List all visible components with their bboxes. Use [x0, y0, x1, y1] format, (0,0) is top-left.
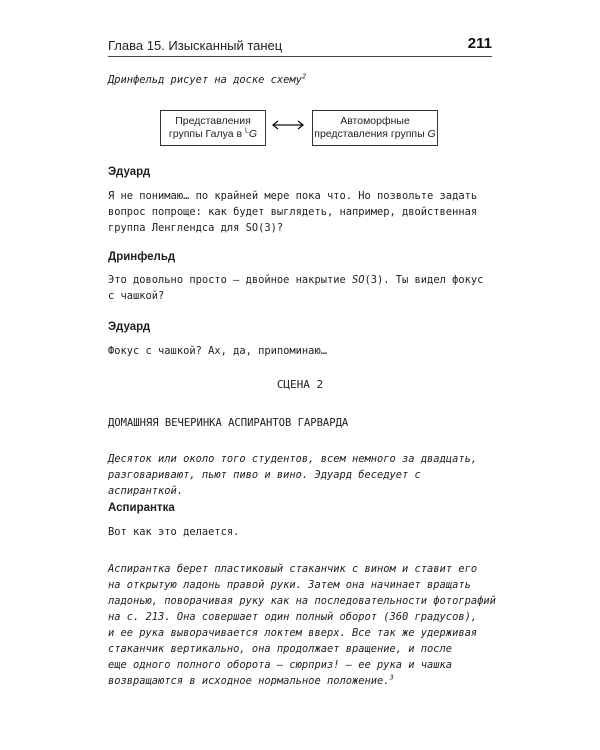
dialogue-text: (3). Ты видел фокус [364, 274, 484, 286]
scene-title: СЦЕНА 2 [276, 378, 324, 391]
scene-setting: ДОМАШНЯЯ ВЕЧЕРИНКА АСПИРАНТОВ ГАРВАРДА [108, 417, 349, 429]
stage-direction-line: на с. 213. Она совершает один полный оборот (360 градусов), [108, 611, 478, 623]
stage-direction-line: разговаривают, пьют пиво и вино. Эдуард беседует с аспиранткой. [108, 469, 421, 497]
stage-direction-line [108, 673, 498, 689]
dialogue-line: группа Ленглендса для SO(3)? [108, 222, 284, 234]
right-box-line2-text: представления группы [314, 128, 428, 140]
stage-direction-line: и ее рука выворачивается локтем вверх. Все так же удерживая [108, 627, 478, 639]
left-box-line1: Представления [175, 115, 251, 127]
right-box-line1: Автоморфные [340, 115, 410, 127]
chapter-title: Глава 15. Изысканный танец [108, 38, 283, 53]
stage-direction-text: возвращаются в исходное нормальное положение. [108, 675, 390, 687]
stage-direction-line: Аспирантка берет пластиковый стаканчик с вином и ставит его [108, 563, 478, 575]
dialogue-line: Вот как это делается. [108, 526, 240, 538]
dialogue-text: Это довольно просто — двойное накрытие [108, 274, 352, 286]
stage-direction-line: еще одного полного оборота — сюрприз! — ее рука и чашка [108, 659, 453, 671]
automorphic-representations-box [312, 110, 438, 146]
speaker-name: Дринфельд [108, 251, 176, 263]
left-box-line2-text: группы Галуа в [168, 128, 245, 140]
header-rule [108, 56, 492, 57]
galois-representations-box [160, 110, 266, 146]
speaker-name: Эдуард [108, 166, 151, 178]
speaker-name: Аспирантка [108, 502, 175, 514]
stage-direction-line: Десяток или около того студентов, всем немного за двадцать, [108, 453, 478, 465]
stage-direction-line: стаканчик вертикально, она продолжает вращение, и после [108, 643, 453, 655]
left-box-group-symbol: G [248, 128, 258, 140]
stage-direction-line: на открытую ладонь правой руки. Затем она начинает вращать [108, 579, 471, 591]
intro-text: Дринфельд рисует на доске схему [108, 74, 302, 86]
footnote-marker-2: 2 [301, 72, 307, 81]
right-box-group-symbol: G [427, 128, 436, 140]
dialogue-line [108, 272, 498, 288]
intro-direction [108, 72, 498, 88]
dialogue-line: с чашкой? [108, 290, 165, 302]
dialogue-line: вопрос попроще: как будет выглядеть, например, двойственная [108, 206, 478, 218]
speaker-name: Эдуард [108, 321, 151, 333]
langlands-superscript: L [245, 127, 249, 135]
right-box-line2 [313, 128, 437, 141]
stage-direction-line: ладонью, поворачивая руку как на последовательности фотографий [108, 595, 496, 607]
page-number: 211 [467, 35, 492, 52]
footnote-marker-3: 3 [389, 673, 394, 682]
dialogue-line: Я не понимаю… по крайней мере пока что. Но позвольте задать [108, 190, 478, 202]
double-headed-arrow-icon [270, 118, 306, 132]
dialogue-line: Фокус с чашкой? Ах, да, припоминаю… [108, 345, 327, 357]
left-box-line2 [161, 128, 265, 141]
group-symbol-so: SO [351, 274, 365, 286]
